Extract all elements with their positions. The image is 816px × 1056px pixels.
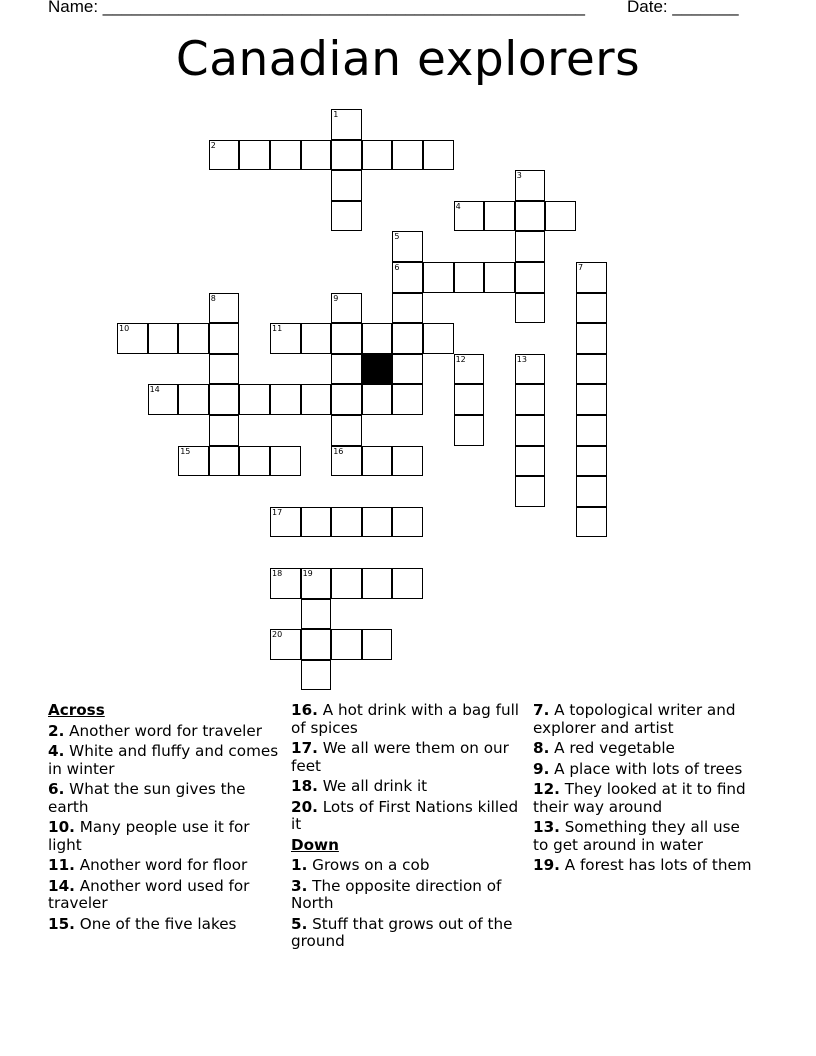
down-heading: Down: [291, 835, 339, 854]
clue-item: 20. Lots of First Nations killed it: [291, 797, 519, 833]
clue-number: 6: [394, 263, 400, 272]
crossword-cell[interactable]: [515, 476, 546, 507]
crossword-cell[interactable]: [515, 354, 546, 385]
crossword-cell[interactable]: [576, 262, 607, 293]
clue-number: 1: [333, 110, 339, 119]
crossword-cell[interactable]: [362, 568, 393, 599]
crossword-cell[interactable]: [362, 323, 393, 354]
crossword-cell[interactable]: [362, 384, 393, 415]
crossword-cell[interactable]: [576, 323, 607, 354]
crossword-cell[interactable]: [576, 446, 607, 477]
crossword-cell[interactable]: [239, 384, 270, 415]
crossword-cell[interactable]: [515, 262, 546, 293]
clue-item: 9. A place with lots of trees: [533, 759, 743, 778]
crossword-cell[interactable]: [270, 446, 301, 477]
clue-number: 8: [210, 293, 216, 303]
clue-item: 2. Another word for traveler: [48, 721, 262, 740]
crossword-cell[interactable]: [209, 446, 240, 477]
crossword-cell[interactable]: [392, 293, 423, 324]
crossword-cell[interactable]: [392, 231, 423, 262]
crossword-cell[interactable]: [209, 384, 240, 415]
clue-number: 19: [302, 569, 313, 578]
crossword-cell[interactable]: [545, 201, 576, 232]
crossword-cell[interactable]: [392, 262, 423, 293]
crossword-cell[interactable]: [362, 446, 393, 477]
clue-number: 18: [272, 569, 283, 578]
clues-column-1: [48, 702, 284, 936]
clues-column-2: [291, 702, 527, 954]
crossword-cell[interactable]: [331, 415, 362, 446]
crossword-cell[interactable]: [515, 201, 546, 232]
clue-number: 16: [333, 446, 344, 456]
crossword-cell[interactable]: [301, 660, 332, 691]
clue-item: 12. They looked at it to find their way around: [533, 780, 746, 816]
clue-number: 13: [516, 354, 527, 364]
crossword-cell[interactable]: [423, 140, 454, 171]
clue-number: 14: [149, 385, 160, 395]
crossword-cell[interactable]: [392, 384, 423, 415]
crossword-cell[interactable]: [301, 629, 332, 660]
crossword-cell[interactable]: [576, 415, 607, 446]
crossword-cell[interactable]: [515, 415, 546, 446]
crossword-cell[interactable]: [301, 568, 332, 599]
crossword-cell[interactable]: [576, 507, 607, 538]
crossword-cell[interactable]: [331, 140, 362, 171]
crossword-cell[interactable]: [117, 323, 148, 354]
clue-item: 10. Many people use it for light: [48, 818, 250, 854]
crossword-cell[interactable]: [331, 446, 362, 477]
crossword-cell[interactable]: [392, 354, 423, 385]
clue-number: 5: [394, 232, 400, 242]
clue-item: 8. A red vegetable: [533, 739, 675, 757]
clue-number: 4: [455, 201, 461, 211]
date-field[interactable]: Date: _______: [627, 0, 739, 16]
crossword-cell[interactable]: [423, 323, 454, 354]
clue-number: 3: [516, 171, 522, 181]
crossword-cell[interactable]: [270, 140, 301, 171]
crossword-cell[interactable]: [331, 384, 362, 415]
crossword-cell[interactable]: [576, 293, 607, 324]
crossword-cell[interactable]: [484, 262, 515, 293]
crossword-cell[interactable]: [362, 629, 393, 660]
crossword-cell[interactable]: [392, 568, 423, 599]
crossword-cell[interactable]: [392, 140, 423, 171]
clue-item: 13. Something they all use to get around in water: [533, 818, 740, 854]
clue-number: 17: [272, 507, 283, 517]
crossword-cell[interactable]: [270, 384, 301, 415]
crossword-cell[interactable]: [178, 323, 209, 354]
crossword-cell[interactable]: [331, 354, 362, 385]
crossword-cell[interactable]: [239, 140, 270, 171]
crossword-cell[interactable]: [301, 384, 332, 415]
clue-item: 7. A topological writer and explorer and artist: [533, 701, 736, 737]
clue-item: 1. Grows on a cob: [291, 856, 430, 874]
crossword-cell[interactable]: [239, 446, 270, 477]
clue-item: 6. What the sun gives the earth: [48, 780, 246, 816]
clue-item: 11. Another word for floor: [48, 856, 248, 874]
crossword-cell[interactable]: [178, 384, 209, 415]
crossword-cell[interactable]: [576, 354, 607, 385]
crossword-cell[interactable]: [301, 140, 332, 171]
clue-item: 3. The opposite direction of North: [291, 876, 502, 912]
crossword-cell[interactable]: [209, 293, 240, 324]
crossword-cell[interactable]: [576, 476, 607, 507]
crossword-cell[interactable]: [301, 599, 332, 630]
clue-number: 7: [578, 263, 584, 272]
crossword-cell[interactable]: [362, 507, 393, 538]
clue-item: 18. We all drink it: [291, 777, 428, 795]
crossword-cell[interactable]: [270, 323, 301, 354]
crossword-cell[interactable]: [331, 170, 362, 201]
crossword-cell[interactable]: [392, 323, 423, 354]
across-heading: Across: [48, 701, 105, 719]
crossword-cell[interactable]: [392, 507, 423, 538]
clue-item: 14. Another word used for traveler: [48, 876, 250, 912]
crossword-cell[interactable]: [301, 323, 332, 354]
clue-item: 16. A hot drink with a bag full of spices: [291, 701, 520, 737]
clue-number: 20: [272, 630, 283, 640]
clue-number: 9: [333, 293, 339, 303]
crossword-cell[interactable]: [515, 170, 546, 201]
crossword-cell[interactable]: [515, 384, 546, 415]
crossword-cell[interactable]: [331, 568, 362, 599]
clues-column-3: [533, 702, 755, 878]
crossword-cell[interactable]: [515, 446, 546, 477]
page-title: Canadian explorers: [175, 32, 641, 87]
crossword-cell[interactable]: [331, 507, 362, 538]
crossword-cell[interactable]: [331, 293, 362, 324]
clue-number: 2: [210, 140, 216, 150]
crossword-cell[interactable]: [209, 415, 240, 446]
crossword-cell[interactable]: [454, 384, 485, 415]
name-field[interactable]: Name: ___________________________________________________: [48, 0, 585, 16]
crossword-cell[interactable]: [423, 262, 454, 293]
clue-number: 12: [455, 354, 466, 364]
crossword-cell[interactable]: [270, 507, 301, 538]
crossword-cell[interactable]: [331, 109, 362, 140]
crossword-cell[interactable]: [178, 446, 209, 477]
crossword-cell[interactable]: [392, 446, 423, 477]
crossword-cell[interactable]: [515, 231, 546, 262]
clue-item: 15. One of the five lakes: [48, 914, 237, 933]
clue-item: 5. Stuff that grows out of the ground: [291, 914, 513, 950]
crossword-cell[interactable]: [515, 293, 546, 324]
clue-item: 4. White and fluffy and comes in winter: [48, 742, 279, 778]
clue-number: 10: [119, 324, 130, 334]
crossword-black-cell: [362, 354, 393, 385]
crossword-cell[interactable]: [454, 354, 485, 385]
crossword-cell[interactable]: [362, 140, 393, 171]
crossword-cell[interactable]: [148, 323, 179, 354]
crossword-cell[interactable]: [576, 384, 607, 415]
crossword-cell[interactable]: [454, 415, 485, 446]
clue-number: 11: [272, 324, 283, 334]
crossword-cell[interactable]: [454, 262, 485, 293]
crossword-cell[interactable]: [270, 568, 301, 599]
crossword-cell[interactable]: [209, 354, 240, 385]
crossword-cell[interactable]: [209, 323, 240, 354]
crossword-cell[interactable]: [454, 201, 485, 232]
clue-item: 19. A forest has lots of them: [533, 856, 752, 874]
crossword-cell[interactable]: [331, 323, 362, 354]
crossword-cell[interactable]: [148, 384, 179, 415]
clue-number: 15: [180, 446, 191, 456]
crossword-cell[interactable]: [331, 629, 362, 660]
crossword-cell[interactable]: [331, 201, 362, 232]
crossword-cell[interactable]: [301, 507, 332, 538]
crossword-cell[interactable]: [209, 140, 240, 171]
crossword-cell[interactable]: [484, 201, 515, 232]
clue-item: 17. We all were them on our feet: [291, 739, 509, 775]
crossword-cell[interactable]: [270, 629, 301, 660]
